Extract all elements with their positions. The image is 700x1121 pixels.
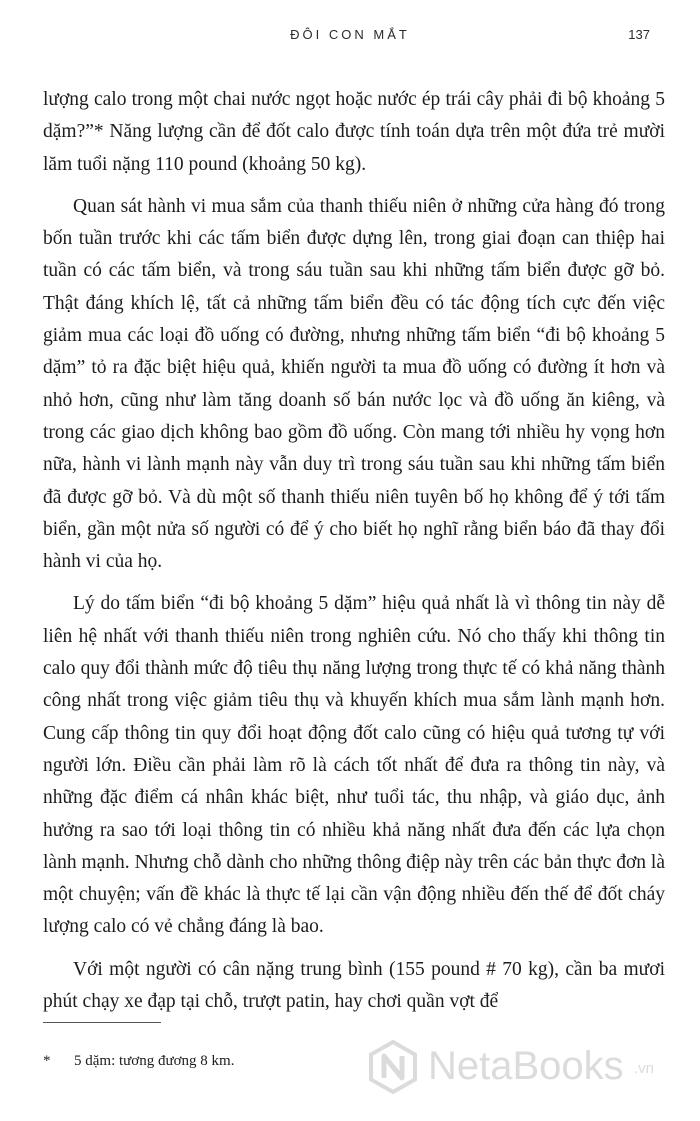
- page-number: 137: [628, 27, 650, 42]
- paragraph: Với một người có cân nặng trung bình (155 pound # 70 kg), cần ba mươi phút chạy xe đạp tại chỗ, trượt patin, hay chơi quần vợt để: [43, 958, 665, 1013]
- body-text: [43, 84, 665, 1028]
- watermark-text: NetaBooks: [428, 1044, 624, 1088]
- netabooks-watermark: [366, 1036, 686, 1098]
- footnote-marker: *: [43, 1053, 51, 1069]
- paragraph: Quan sát hành vi mua sắm của thanh thiếu niên ở những cửa hàng đó trong bốn tuần trước khi các tấm biển được dựng lên, trong giai đoạn can thiệp hai tuần có các tấm biển, và trong sáu tuần sau khi những tấm biển được gỡ bỏ. Thật đáng khích lệ, tất cả những tấm biển đều có tác động tích cực đến việc giảm mua các loại đồ uống có đường, nhưng những tấm biển “đi bộ khoảng 5 dặm” tỏ ra đặc biệt hiệu quả, khiến người ta mua đồ uống có đường ít hơn và nhỏ hơn, cũng như làm tăng doanh số bán nước lọc và đồ uống ăn kiêng, và trong các giao dịch không bao gồm đồ uống. Còn mang tới nhiều hy vọng hơn nữa, hành vi lành mạnh này vẫn duy trì trong sáu tuần sau khi những tấm biển đã được gỡ bỏ. Và dù một số thanh thiếu niên tuyên bố họ không để ý tới tấm biển, gần một nửa số người có để ý cho biết họ nghĩ rằng biển báo đã thay đổi hành vi của họ.: [43, 195, 665, 573]
- footnote-divider: [43, 1022, 161, 1023]
- watermark-suffix: .vn: [634, 1060, 655, 1077]
- running-title: ĐÔI CON MẮT: [290, 27, 410, 42]
- netabooks-logo-icon: [366, 1040, 420, 1094]
- footnote-text: 5 dặm: tương đương 8 km.: [74, 1053, 235, 1069]
- paragraph-continued: lượng calo trong một chai nước ngọt hoặc nước ép trái cây phải đi bộ khoảng 5 dặm?”* Năng lượng cần để đốt calo được tính toán dựa trên một đứa trẻ mười lăm tuổi nặng 110 pound (khoảng 50 kg).: [43, 89, 665, 175]
- paragraph: Lý do tấm biển “đi bộ khoảng 5 dặm” hiệu quả nhất là vì thông tin này dễ liên hệ nhất với thanh thiếu niên trong nghiên cứu. Nó cho thấy khi thông tin calo quy đổi thành mức độ tiêu thụ năng lượng trong thực tế có khả năng thành công nhất trong việc giảm tiêu thụ và khuyến khích mua sắm lành mạnh hơn. Cung cấp thông tin quy đổi hoạt động đốt calo cũng có hiệu quả tương tự với người lớn. Điều cần phải làm rõ là cách tốt nhất để đưa ra thông tin này, và những đặc điểm cá nhân khác biệt, như tuổi tác, thu nhập, và giáo dục, ảnh hưởng ra sao tới loại thông tin có nhiều khả năng nhất đưa đến các lựa chọn lành mạnh. Nhưng chỗ dành cho những thông điệp này trên các bản thực đơn là một chuyện; vấn đề khác là thực tế lại cần vận động nhiều đến thế để đốt cháy lượng calo có vẻ chẳng đáng là bao.: [43, 593, 665, 938]
- running-header: [0, 27, 700, 51]
